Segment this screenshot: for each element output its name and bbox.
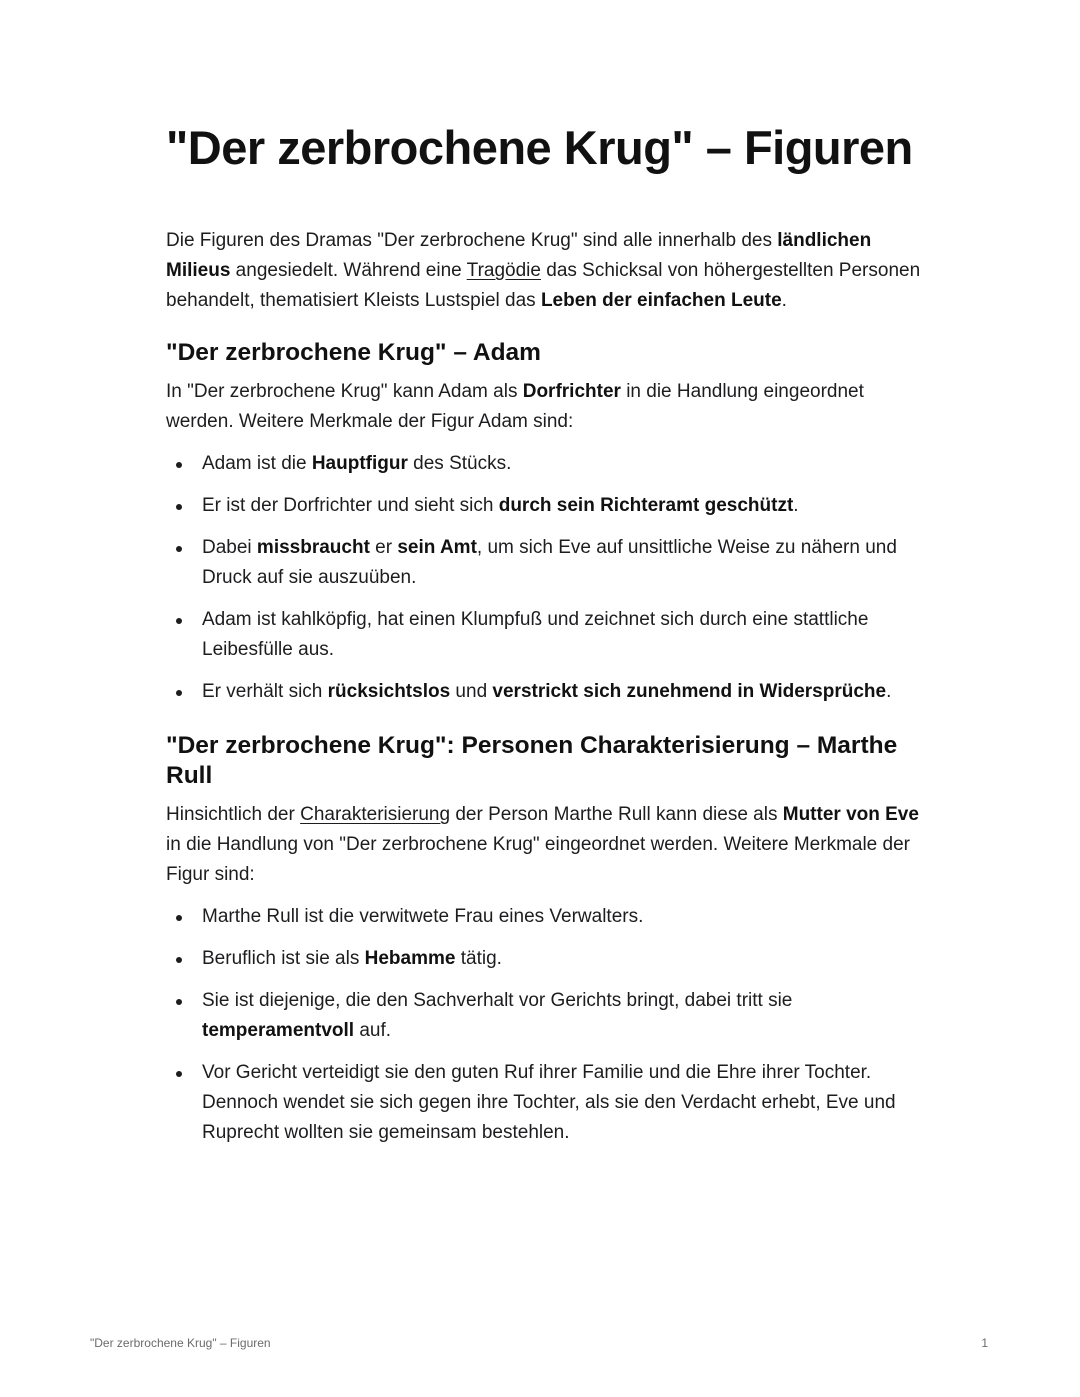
section-adam	[166, 338, 926, 707]
bold-text: Hebamme	[364, 948, 456, 969]
document-page	[166, 118, 926, 1160]
bold-text: durch sein Richteramt geschützt	[498, 495, 794, 516]
bullet-icon	[176, 618, 182, 624]
list-item	[166, 986, 926, 1046]
text: , um sich Eve auf unsittliche Weise zu nähern und Druck auf sie auszuüben.	[202, 537, 897, 588]
text: Vor Gericht verteidigt sie den guten Ruf ihrer Familie und die Ehre ihrer Tochter. Dennoch wendet sie sich gegen ihre Tochter, als sie den Verdacht erhebt, Eve und Ruprecht wollten sie gemeinsam bestehlen.	[202, 1062, 896, 1143]
text: der Person Marthe Rull kann diese als	[450, 804, 783, 825]
text: Er verhält sich	[202, 681, 328, 702]
page-title: "Der zerbrochene Krug" – Figuren	[166, 121, 913, 174]
text: Die Figuren des Dramas "Der zerbrochene Krug" sind alle innerhalb des	[166, 230, 778, 251]
bold-text: temperamentvoll	[202, 1020, 355, 1041]
page-number: 1	[981, 1336, 988, 1350]
bold-text: Hauptfigur	[311, 453, 408, 474]
bold-text: sein Amt	[397, 537, 477, 558]
list-item	[166, 533, 926, 593]
text: .	[793, 495, 799, 516]
bold-text: rücksichtslos	[327, 681, 451, 702]
marthe-paragraph	[166, 800, 926, 890]
marthe-list	[166, 902, 926, 1148]
text: angesiedelt. Während eine	[230, 260, 467, 281]
section-heading-adam: "Der zerbrochene Krug" – Adam	[166, 339, 541, 366]
text: das Schicksal von höhergestellten Personen behandelt, thematisiert Kleists Lustspiel das	[166, 260, 921, 311]
bold-text: Dorfrichter	[522, 381, 621, 402]
list-item	[166, 491, 926, 521]
text: tätig.	[455, 948, 502, 969]
section-heading-marthe: "Der zerbrochene Krug": Personen Charakterisierung – Marthe Rull	[166, 732, 898, 789]
link-tragoedie[interactable]: Tragödie	[466, 260, 541, 281]
list-item	[166, 677, 926, 707]
bold-text: Leben der einfachen Leute	[540, 290, 782, 311]
text: und	[450, 681, 493, 702]
section-marthe	[166, 731, 926, 1148]
bullet-icon	[176, 690, 182, 696]
bullet-icon	[176, 999, 182, 1005]
intro-paragraph	[166, 226, 926, 316]
bold-text: verstrickt sich zunehmend in Widersprüche	[492, 681, 887, 702]
adam-paragraph	[166, 377, 926, 437]
bullet-icon	[176, 504, 182, 510]
bold-text: missbraucht	[256, 537, 370, 558]
text: Beruflich ist sie als	[202, 948, 365, 969]
bullet-icon	[176, 957, 182, 963]
text: In "Der zerbrochene Krug" kann Adam als	[166, 381, 523, 402]
text: in die Handlung eingeordnet werden. Weitere Merkmale der Figur Adam sind:	[166, 381, 864, 432]
text: Adam ist kahlköpfig, hat einen Klumpfuß und zeichnet sich durch eine stattliche Leibesfülle aus.	[202, 609, 869, 660]
text: in die Handlung von "Der zerbrochene Krug" eingeordnet werden. Weitere Merkmale der Figur sind:	[166, 834, 910, 885]
text: Dabei	[202, 537, 257, 558]
footer-title: "Der zerbrochene Krug" – Figuren	[90, 1336, 271, 1350]
list-item	[166, 605, 926, 665]
text: .	[886, 681, 892, 702]
bold-text: Mutter von Eve	[782, 804, 919, 825]
text: .	[781, 290, 787, 311]
link-charakterisierung[interactable]: Charakterisierung	[300, 804, 451, 825]
text: Hinsichtlich der	[166, 804, 301, 825]
text: Er ist der Dorfrichter und sieht sich	[202, 495, 499, 516]
text: auf.	[354, 1020, 392, 1041]
list-item	[166, 1058, 926, 1148]
text: Adam ist die	[202, 453, 312, 474]
text: Marthe Rull ist die verwitwete Frau eines Verwalters.	[202, 906, 644, 927]
bullet-icon	[176, 546, 182, 552]
list-item	[166, 902, 926, 932]
text: er	[369, 537, 398, 558]
bullet-icon	[176, 462, 182, 468]
text: des Stücks.	[407, 453, 512, 474]
list-item	[166, 449, 926, 479]
text: Sie ist diejenige, die den Sachverhalt vor Gerichts bringt, dabei tritt sie	[202, 990, 793, 1011]
list-item	[166, 944, 926, 974]
bold-text: ländlichen Milieus	[166, 230, 872, 281]
bullet-icon	[176, 915, 182, 921]
adam-list	[166, 449, 926, 707]
bullet-icon	[176, 1071, 182, 1077]
